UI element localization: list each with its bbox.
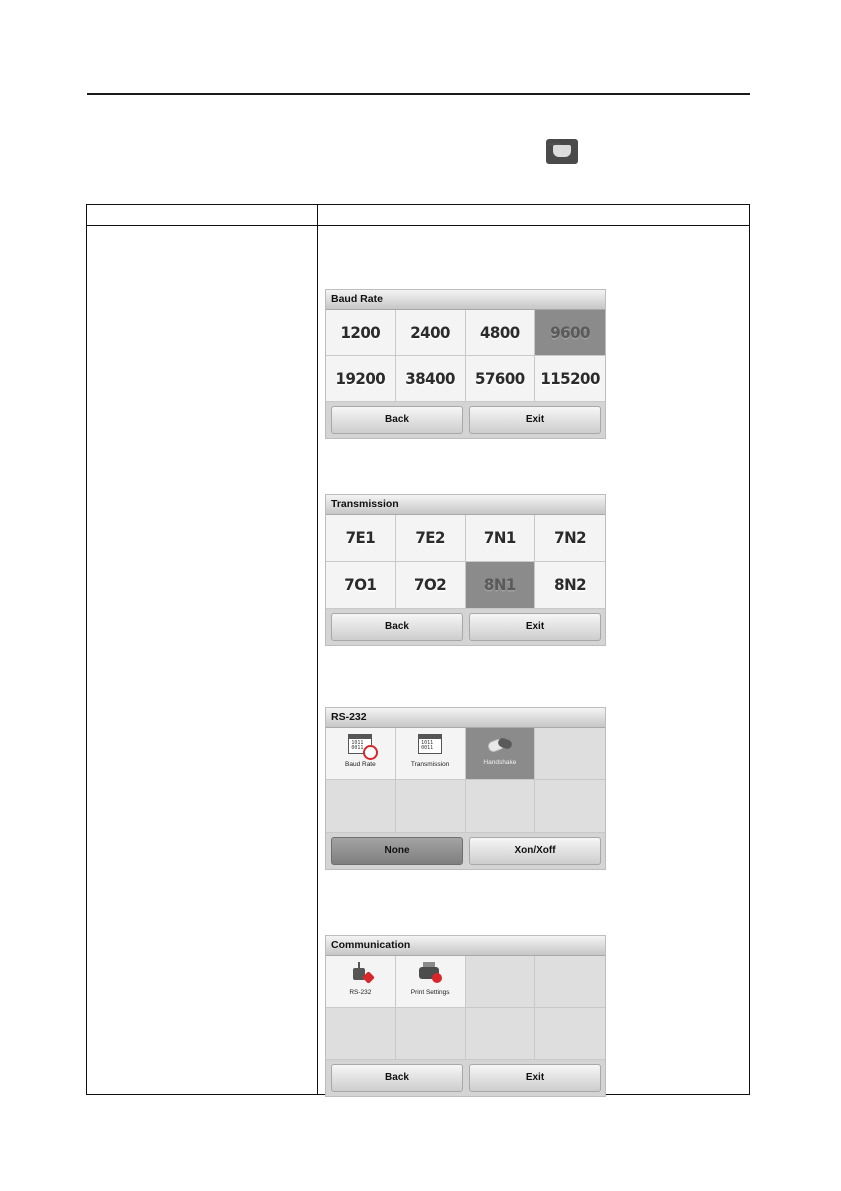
back-button[interactable]: Back bbox=[331, 1064, 463, 1092]
binary-window-icon: 1011 0011 bbox=[418, 734, 442, 756]
transmission-screen bbox=[325, 494, 606, 646]
screen-title: Communication bbox=[326, 936, 605, 956]
empty-slot bbox=[466, 956, 536, 1008]
menu-item-print-settings[interactable]: Print Settings bbox=[396, 956, 466, 1008]
empty-slot bbox=[466, 1008, 536, 1060]
baud-option-selected[interactable]: 9600 bbox=[535, 310, 605, 356]
transmission-option[interactable]: 7N2 bbox=[535, 515, 605, 562]
back-button[interactable]: Back bbox=[331, 613, 463, 641]
empty-slot bbox=[535, 956, 605, 1008]
screen-title: Transmission bbox=[326, 495, 605, 515]
empty-slot bbox=[396, 780, 466, 833]
transmission-option-selected[interactable]: 8N1 bbox=[466, 562, 536, 609]
menu-item-transmission[interactable]: 1011 0011 Transmission bbox=[396, 728, 466, 780]
baud-option[interactable]: 115200 bbox=[535, 356, 605, 402]
header-rule bbox=[87, 93, 750, 95]
baud-rate-screen bbox=[325, 289, 606, 439]
serial-port-icon bbox=[546, 139, 578, 164]
baud-option[interactable]: 38400 bbox=[396, 356, 466, 402]
menu-item-rs232[interactable]: RS-232 bbox=[326, 956, 396, 1008]
empty-slot bbox=[466, 780, 536, 833]
empty-slot bbox=[326, 780, 396, 833]
baud-option[interactable]: 2400 bbox=[396, 310, 466, 356]
transmission-option[interactable]: 7O2 bbox=[396, 562, 466, 609]
menu-item-handshake[interactable]: Handshake bbox=[466, 728, 536, 780]
binary-window-clock-icon: 1011 0011 bbox=[348, 734, 372, 756]
empty-slot bbox=[396, 1008, 466, 1060]
exit-button[interactable]: Exit bbox=[469, 1064, 601, 1092]
transmission-option[interactable]: 7O1 bbox=[326, 562, 396, 609]
table-column-divider bbox=[317, 205, 318, 1094]
baud-option[interactable]: 1200 bbox=[326, 310, 396, 356]
screen-title: RS-232 bbox=[326, 708, 605, 728]
rs232-screen bbox=[325, 707, 606, 870]
handshake-icon bbox=[486, 734, 514, 754]
transmission-option[interactable]: 7E1 bbox=[326, 515, 396, 562]
exit-button[interactable]: Exit bbox=[469, 406, 601, 434]
baud-option[interactable]: 19200 bbox=[326, 356, 396, 402]
back-button[interactable]: Back bbox=[331, 406, 463, 434]
transmission-option[interactable]: 8N2 bbox=[535, 562, 605, 609]
communication-screen bbox=[325, 935, 606, 1097]
transmission-option[interactable]: 7E2 bbox=[396, 515, 466, 562]
transmission-option[interactable]: 7N1 bbox=[466, 515, 536, 562]
empty-slot bbox=[535, 728, 605, 780]
baud-option[interactable]: 57600 bbox=[466, 356, 536, 402]
baud-option[interactable]: 4800 bbox=[466, 310, 536, 356]
rs232-plug-icon bbox=[348, 962, 372, 984]
printer-gear-icon bbox=[418, 962, 442, 984]
menu-item-baud-rate[interactable]: 1011 0011 Baud Rate bbox=[326, 728, 396, 780]
exit-button[interactable]: Exit bbox=[469, 613, 601, 641]
screen-title: Baud Rate bbox=[326, 290, 605, 310]
empty-slot bbox=[326, 1008, 396, 1060]
none-button[interactable]: None bbox=[331, 837, 463, 865]
empty-slot bbox=[535, 1008, 605, 1060]
xon-xoff-button[interactable]: Xon/Xoff bbox=[469, 837, 601, 865]
empty-slot bbox=[535, 780, 605, 833]
table-header-divider bbox=[87, 225, 749, 226]
